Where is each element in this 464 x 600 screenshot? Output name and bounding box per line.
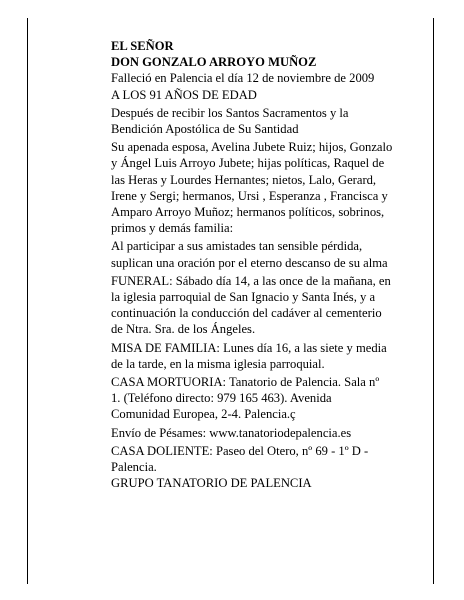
age-line: A LOS 91 AÑOS DE EDAD	[111, 87, 257, 102]
death-line: Falleció en Palencia el día 12 de noviembre de 2009	[111, 71, 375, 86]
funeral-line: FUNERAL: Sábado día 14, a las once de la mañana, en	[111, 273, 391, 288]
request-line: suplican una oración por el eterno descanso de su alma	[111, 255, 388, 270]
grupo-tanatorio-line: GRUPO TANATORIO DE PALENCIA	[111, 476, 312, 491]
family-line: Su apenada esposa, Avelina Jubete Ruiz; hijos, Gonzalo	[111, 140, 393, 155]
mortuoria-paragraph	[111, 374, 427, 423]
funeral-line: la iglesia parroquial de San Ignacio y Santa Inés, y a	[111, 290, 376, 305]
pesames-line: Envío de Pésames: www.tanatoriodepalencia.es	[111, 425, 352, 440]
sacraments-paragraph	[111, 105, 427, 137]
doliente-line: Palencia.	[111, 460, 157, 475]
doliente-line: CASA DOLIENTE: Paseo del Otero, nº 69 - 1º D -	[111, 443, 369, 458]
family-paragraph	[111, 139, 427, 236]
funeral-paragraph	[111, 273, 427, 338]
notice-title: EL SEÑOR	[111, 39, 174, 53]
funeral-line: de Ntra. Sra. de los Ángeles.	[111, 322, 256, 337]
mortuoria-line: CASA MORTUORIA: Tanatorio de Palencia. Sala nº	[111, 375, 380, 390]
left-border-line	[27, 18, 28, 584]
family-line: las Heras y Lourdes Hernantes; nietos, Lalo, Gerard,	[111, 172, 377, 187]
misa-paragraph	[111, 340, 427, 372]
misa-line: de la tarde, en la misma iglesia parroquial.	[111, 356, 325, 371]
deceased-name: DON GONZALO ARROYO MUÑOZ	[111, 55, 317, 70]
obituary-notice	[111, 38, 427, 491]
request-line: Al participar a sus amistades tan sensible pérdida,	[111, 239, 363, 254]
family-line: primos y demás familia:	[111, 221, 234, 236]
request-paragraph	[111, 238, 427, 270]
family-line: Irene y Sergi; hermanos, Ursi , Esperanza , Francisca y	[111, 188, 388, 203]
funeral-line: continuación la conducción del cadáver al cementerio	[111, 306, 382, 321]
sacraments-line: Después de recibir los Santos Sacramentos y la	[111, 105, 349, 120]
doliente-paragraph	[111, 443, 427, 475]
mortuoria-line: 1. (Teléfono directo: 979 165 463). Avenida	[111, 391, 332, 406]
misa-line: MISA DE FAMILIA: Lunes día 16, a las siete y media	[111, 340, 387, 355]
mortuoria-line: Comunidad Europea, 2-4. Palencia.ç	[111, 407, 296, 422]
sacraments-line: Bendición Apostólica de Su Santidad	[111, 122, 299, 137]
right-border-line	[433, 18, 434, 584]
family-line: y Ángel Luis Arroyo Jubete; hijas políticas, Raquel de	[111, 156, 385, 171]
family-line: Amparo Arroyo Muñoz; hermanos políticos, sobrinos,	[111, 205, 385, 220]
